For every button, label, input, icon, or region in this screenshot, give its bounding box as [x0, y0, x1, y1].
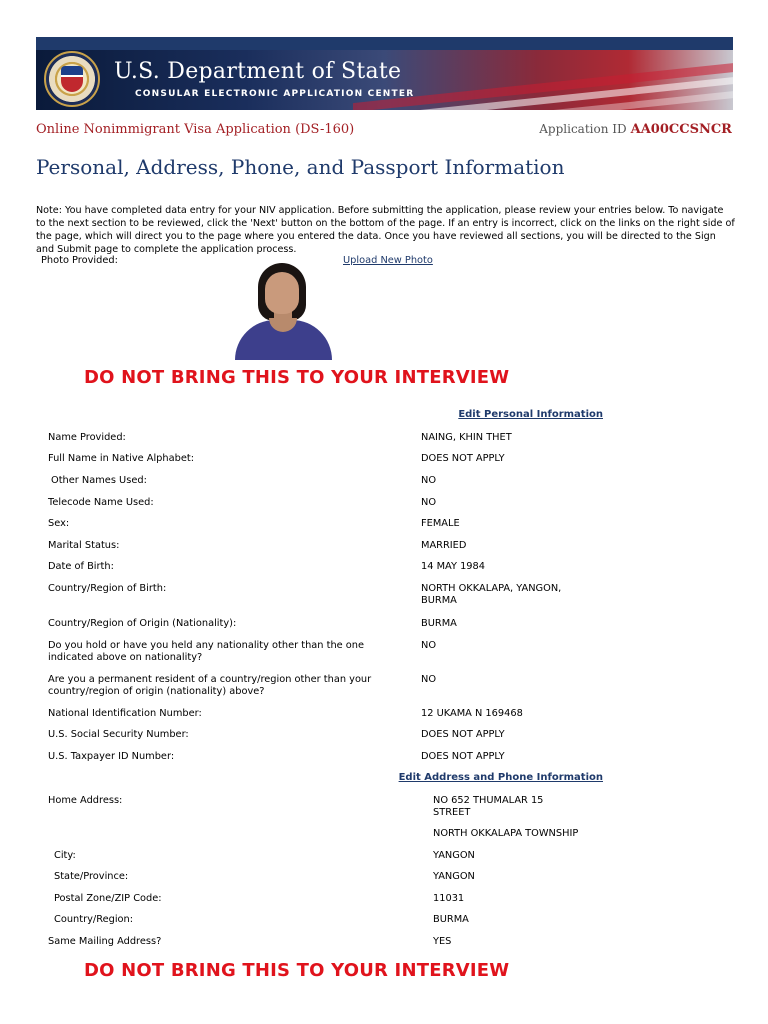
native-name-label: Full Name in Native Alphabet:: [48, 453, 195, 464]
page-title: Personal, Address, Phone, and Passport Information: [36, 155, 565, 179]
ssn-label: U.S. Social Security Number:: [48, 729, 189, 740]
home-address-line1: NO 652 THUMALAR 15 STREET: [433, 795, 544, 818]
city-label: City:: [54, 850, 76, 861]
postal-code-label: Postal Zone/ZIP Code:: [54, 893, 162, 904]
upload-new-photo-link[interactable]: Upload New Photo: [343, 255, 433, 266]
date-of-birth-label: Date of Birth:: [48, 561, 114, 572]
interview-warning-bottom: DO NOT BRING THIS TO YOUR INTERVIEW: [84, 960, 510, 981]
national-id-value: 12 UKAMA N 169468: [421, 708, 523, 719]
application-id-value: AA00CCSNCR: [630, 122, 732, 137]
name-provided-value: NAING, KHIN THET: [421, 432, 512, 443]
permanent-resident-label: Are you a permanent resident of a country/region other than your country/region of origin (nationality) above?: [48, 674, 372, 697]
edit-address-phone-link[interactable]: Edit Address and Phone Information: [398, 772, 603, 783]
other-names-value: NO: [421, 475, 437, 486]
permanent-resident-value: NO: [421, 674, 437, 685]
telecode-name-label: Telecode Name Used:: [48, 497, 154, 508]
marital-status-label: Marital Status:: [48, 540, 120, 551]
same-mailing-address-label: Same Mailing Address?: [48, 936, 162, 947]
banner-subtitle: CONSULAR ELECTRONIC APPLICATION CENTER: [135, 89, 415, 99]
postal-code-value: 11031: [433, 893, 465, 904]
national-id-label: National Identification Number:: [48, 708, 202, 719]
nationality-label: Country/Region of Origin (Nationality):: [48, 618, 237, 629]
header-banner: [36, 37, 733, 110]
instructions-note: Note: You have completed data entry for your NIV application. Before submitting the application, please review your entries below. To navigate to the next section to be reviewed, click the 'Next' button on the bottom of the page. If an entry is incorrect, click on the links on the right side of the page, which will direct you to the page where you entered the data. Once you have reviewed all sections, you will be directed to the Sign and Submit page to complete the application process.: [36, 205, 735, 255]
photo-face: [265, 272, 299, 314]
nationality-value: BURMA: [421, 618, 457, 629]
sex-value: FEMALE: [421, 518, 460, 529]
eagle-shield-icon: [61, 66, 83, 92]
native-name-value: DOES NOT APPLY: [421, 453, 505, 464]
marital-status-value: MARRIED: [421, 540, 467, 551]
city-value: YANGON: [433, 850, 475, 861]
edit-personal-information-link[interactable]: Edit Personal Information: [458, 409, 603, 420]
state-province-label: State/Province:: [54, 871, 129, 882]
birth-country-label: Country/Region of Birth:: [48, 583, 167, 594]
interview-warning: DO NOT BRING THIS TO YOUR INTERVIEW: [84, 367, 510, 388]
birth-country-value: NORTH OKKALAPA, YANGON, BURMA: [421, 583, 562, 606]
other-names-label: Other Names Used:: [51, 475, 147, 486]
applicant-photo: [233, 262, 334, 360]
ssn-value: DOES NOT APPLY: [421, 729, 505, 740]
other-nationality-label: Do you hold or have you held any nationality other than the one indicated above on nationality?: [48, 640, 365, 663]
application-id: [539, 122, 732, 137]
state-department-seal-icon: [44, 51, 100, 107]
sex-label: Sex:: [48, 518, 70, 529]
name-provided-label: Name Provided:: [48, 432, 126, 443]
home-address-label: Home Address:: [48, 795, 123, 806]
state-province-value: YANGON: [433, 871, 475, 882]
date-of-birth-value: 14 MAY 1984: [421, 561, 486, 572]
taxpayer-id-value: DOES NOT APPLY: [421, 751, 505, 762]
other-nationality-value: NO: [421, 640, 437, 651]
photo-provided-label: Photo Provided:: [41, 255, 118, 266]
banner-title: U.S. Department of State: [114, 59, 402, 84]
telecode-name-value: NO: [421, 497, 437, 508]
application-id-label: Application ID: [539, 122, 627, 136]
banner-top-bar: [36, 37, 733, 50]
home-address-line2: NORTH OKKALAPA TOWNSHIP: [433, 828, 579, 839]
same-mailing-address-value: YES: [433, 936, 452, 947]
country-region-label: Country/Region:: [54, 914, 134, 925]
taxpayer-id-label: U.S. Taxpayer ID Number:: [48, 751, 175, 762]
application-name: Online Nonimmigrant Visa Application (DS-160): [36, 122, 355, 137]
country-region-value: BURMA: [433, 914, 469, 925]
